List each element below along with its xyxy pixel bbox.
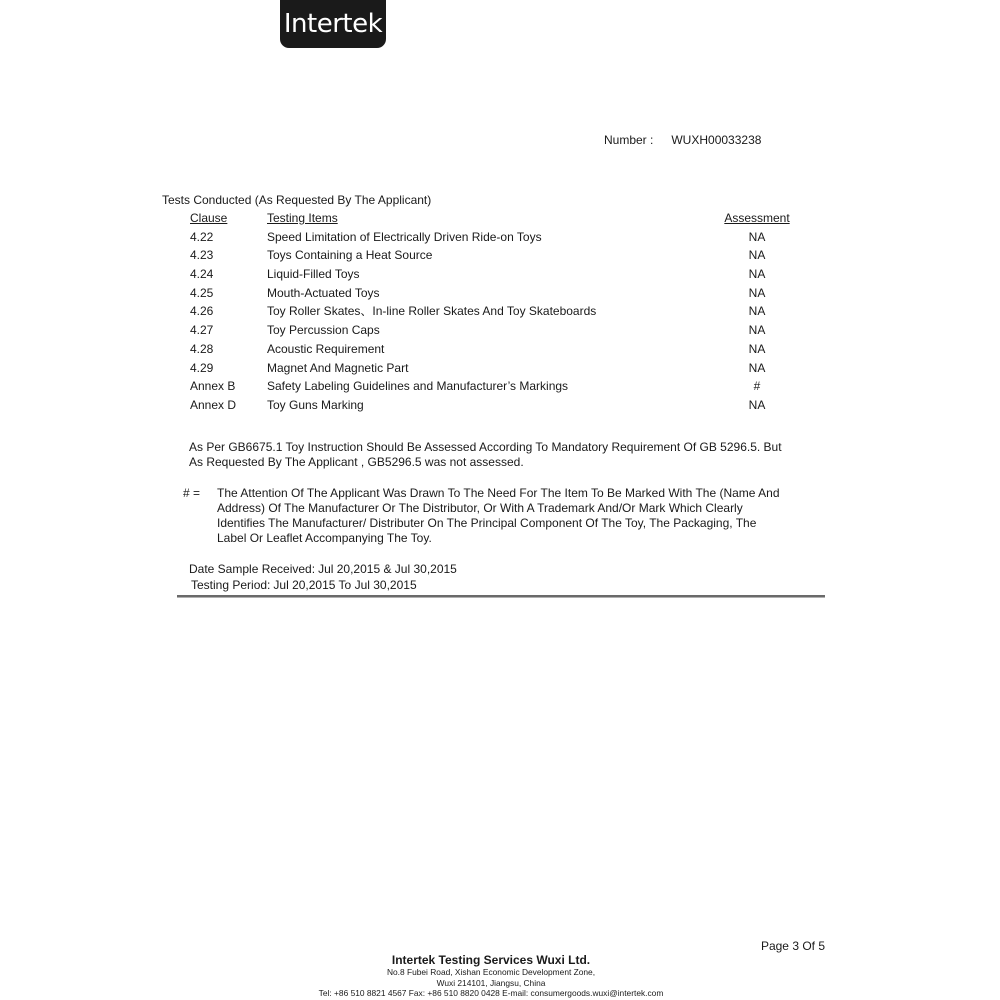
table-row	[162, 302, 802, 321]
row-testing-item: Toy Percussion Caps	[267, 323, 380, 338]
date-received-label: Date Sample Received:	[189, 562, 316, 576]
row-testing-item: Acoustic Requirement	[267, 341, 385, 356]
hash-note-line: Label Or Leaflet Accompanying The Toy.	[217, 531, 432, 545]
row-testing-item: Speed Limitation of Electrically Driven Ride-on Toys	[267, 229, 542, 244]
row-testing-item: Toy Guns Marking	[267, 397, 364, 412]
table-row	[162, 228, 802, 247]
report-number-label: Number :	[604, 133, 654, 147]
row-testing-item: Safety Labeling Guidelines and Manufacturer’s Markings	[267, 379, 569, 394]
footer-contact-line: Tel: +86 510 8821 4567 Fax: +86 510 8820 0428 E-mail: consumergoods.wuxi@intertek.com	[318, 988, 664, 998]
tests-heading: Tests Conducted (As Requested By The Applicant)	[162, 193, 432, 207]
row-testing-item: Magnet And Magnetic Part	[267, 360, 409, 375]
hash-marking-note	[183, 486, 833, 546]
row-assessment: #	[753, 379, 761, 394]
report-number-value: WUXH00033238	[671, 133, 762, 147]
row-assessment: NA	[748, 285, 766, 300]
row-assessment: NA	[748, 323, 766, 338]
section-divider	[177, 595, 825, 598]
footer	[250, 953, 732, 999]
hash-note-text	[217, 486, 833, 546]
row-assessment: NA	[748, 229, 766, 244]
row-clause: 4.22	[190, 229, 214, 244]
hash-note-line: Address) Of The Manufacturer Or The Distributor, Or With A Trademark And/Or Mark Which Clearly	[217, 501, 743, 515]
row-clause: 4.27	[190, 323, 214, 338]
row-assessment: NA	[748, 304, 766, 319]
hash-note-line: Identifies The Manufacturer/ Distributer On The Principal Component Of The Toy, The Packaging, The	[217, 516, 757, 530]
row-clause: 4.28	[190, 341, 214, 356]
table-header-row	[162, 209, 802, 228]
tests-table	[162, 209, 802, 415]
testing-period-label: Testing Period:	[191, 578, 271, 592]
row-assessment: NA	[748, 248, 766, 263]
date-received-row	[189, 561, 457, 577]
hash-mark-symbol: # =	[183, 486, 201, 500]
row-clause: 4.24	[190, 267, 214, 282]
table-row	[162, 340, 802, 359]
row-clause: Annex D	[190, 397, 237, 412]
table-row	[162, 377, 802, 396]
row-testing-item: Toy Roller Skates、In-line Roller Skates And Toy Skateboards	[267, 304, 597, 319]
footer-address-line: No.8 Fubei Road, Xishan Economic Development Zone,	[386, 967, 596, 977]
intertek-logo: Intertek	[280, 0, 386, 48]
row-clause: Annex B	[190, 379, 236, 394]
column-header-assessment: Assessment	[724, 211, 790, 225]
column-header-testing-items: Testing Items	[267, 211, 338, 225]
hash-note-line: The Attention Of The Applicant Was Drawn To The Need For The Item To Be Marked With The (Name And	[217, 486, 780, 500]
table-row	[162, 396, 802, 415]
row-clause: 4.25	[190, 285, 214, 300]
gb-assessment-note	[189, 440, 829, 470]
footer-company-name: Intertek Testing Services Wuxi Ltd.	[391, 953, 591, 967]
date-received-value: Jul 20,2015 & Jul 30,2015	[318, 562, 457, 576]
row-testing-item: Toys Containing a Heat Source	[267, 248, 433, 263]
testing-period-value: Jul 20,2015 To Jul 30,2015	[273, 578, 417, 592]
row-clause: 4.26	[190, 304, 214, 319]
sample-dates	[189, 561, 457, 593]
table-row	[162, 246, 802, 265]
footer-address-line: Wuxi 214101, Jiangsu, China	[436, 977, 546, 988]
row-assessment: NA	[748, 341, 766, 356]
row-testing-item: Mouth-Actuated Toys	[267, 285, 380, 300]
row-assessment: NA	[748, 397, 766, 412]
table-row	[162, 284, 802, 303]
table-row	[162, 321, 802, 340]
table-row	[162, 265, 802, 284]
testing-period-row	[189, 577, 457, 593]
gb-note-line: As Per GB6675.1 Toy Instruction Should Be Assessed According To Mandatory Requirement Of GB 5296.5. But	[189, 440, 782, 454]
table-row	[162, 359, 802, 378]
report-number	[604, 133, 761, 147]
row-clause: 4.23	[190, 248, 214, 263]
row-assessment: NA	[748, 267, 766, 282]
gb-note-line: As Requested By The Applicant , GB5296.5 was not assessed.	[189, 455, 524, 469]
row-clause: 4.29	[190, 360, 214, 375]
row-assessment: NA	[748, 360, 766, 375]
row-testing-item: Liquid-Filled Toys	[267, 267, 360, 282]
page-number: Page 3 Of 5	[760, 939, 825, 953]
column-header-clause: Clause	[190, 211, 228, 225]
